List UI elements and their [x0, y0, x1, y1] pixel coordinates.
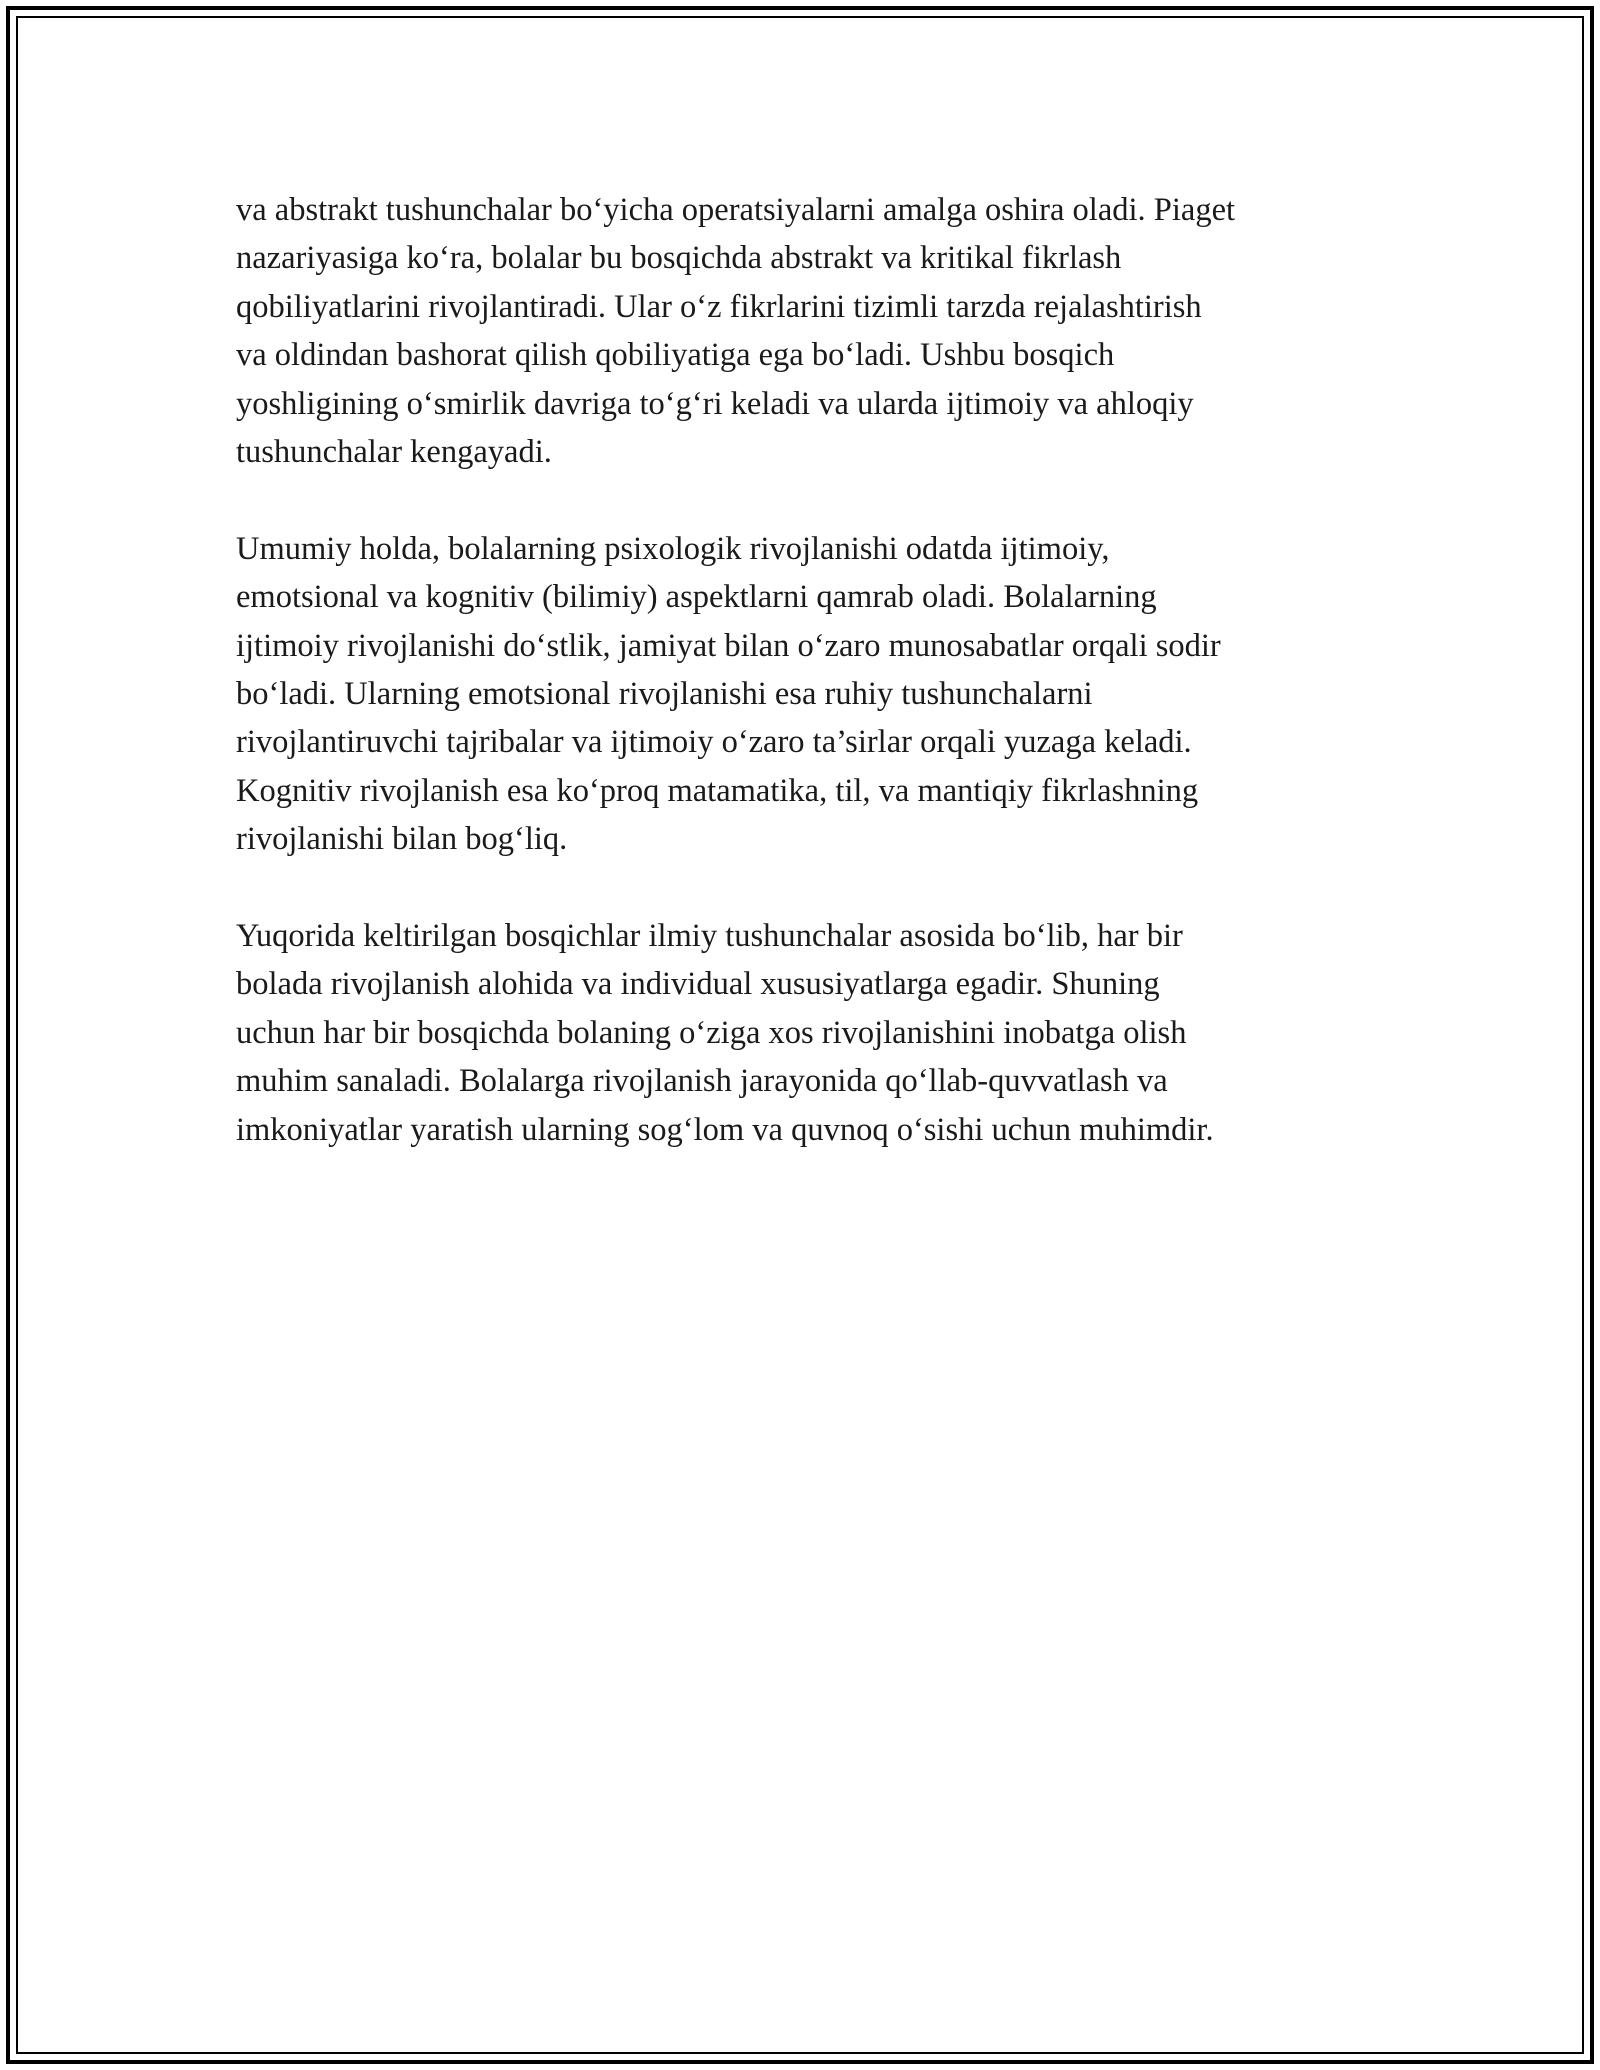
paragraph-conclusion: Yuqorida keltirilgan bosqichlar ilmiy tushunchalar asosida bo‘lib, har bir bolada rivojlanish alohida va individual xususiyatlarga egadir. Shuning uchun har bir bosqichda bolaning o‘ziga xos rivojlanishini inobatga olish muhim sanaladi. Bolalarga rivojlanish jarayonida qo‘llab-quvvatlash va imkoniyatlar yaratish ularning sog‘lom va quvnoq o‘sishi uchun muhimdir.: [236, 918, 1214, 1148]
document-body: [236, 186, 1376, 1202]
paragraph-formal-operations: va abstrakt tushunchalar bo‘yicha operatsiyalarni amalga oshira oladi. Piaget nazariyasiga ko‘ra, bolalar bu bosqichda abstrakt va kritikal fikrlash qobiliyatlarini rivojlantiradi. Ular o‘z fikrlarini tizimli tarzda rejalashtirish va oldindan bashorat qilish qobiliyatiga ega bo‘ladi. Ushbu bosqich yoshligining o‘smirlik davriga to‘g‘ri keladi va ularda ijtimoiy va ahloqiy tushunchalar kengayadi.: [236, 192, 1236, 471]
paragraph-psychological-development: Umumiy holda, bolalarning psixologik rivojlanishi odatda ijtimoiy, emotsional va kognitiv (bilimiy) aspektlarni qamrab oladi. Bolalarning ijtimoiy rivojlanishi do‘stlik, jamiyat bilan o‘zaro munosabatlar orqali sodir bo‘ladi. Ularning emotsional rivojlanishi esa ruhiy tushunchalarni rivojlantiruvchi tajribalar va ijtimoiy o‘zaro ta’sirlar orqali yuzaga keladi. Kognitiv rivojlanish esa ko‘proq matamatika, til, va mantiqiy fikrlashning rivojlanishi bilan bog‘liq.: [236, 530, 1221, 858]
